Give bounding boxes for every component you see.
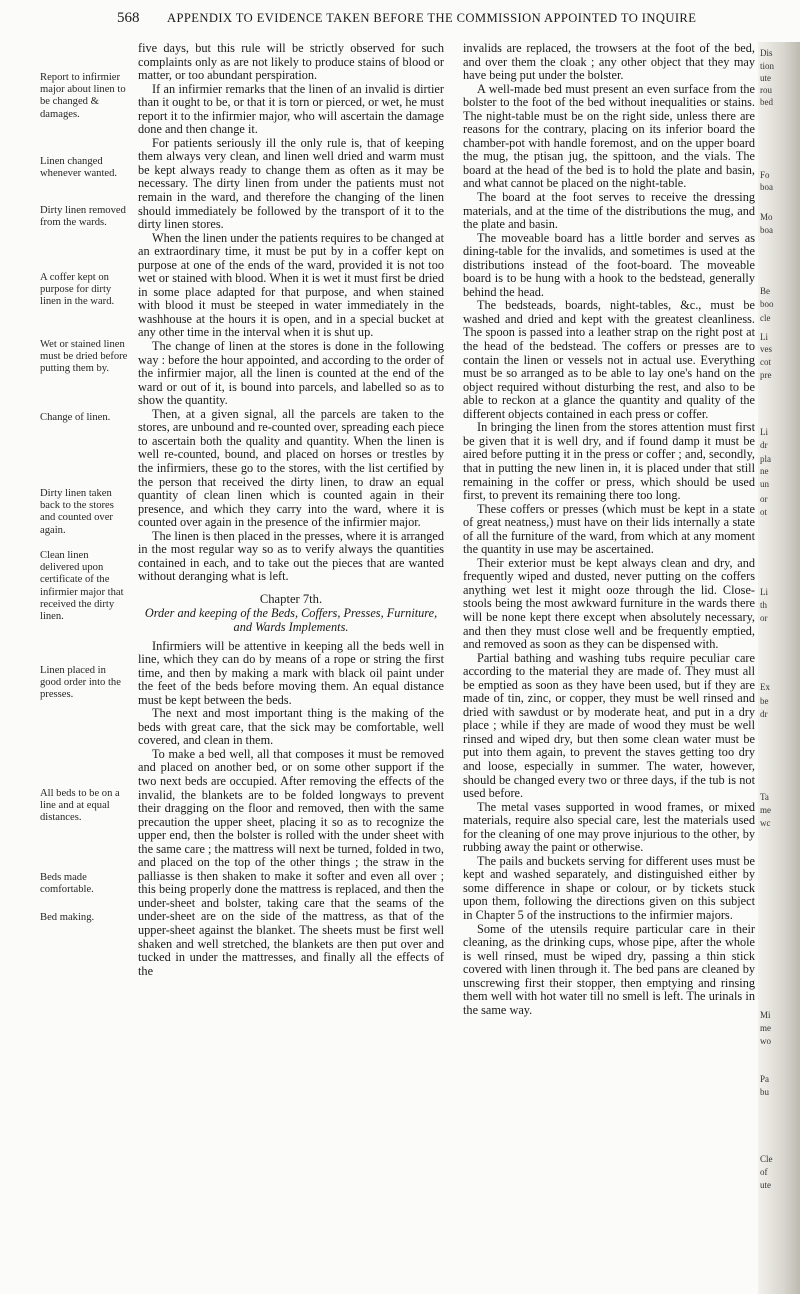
margin-note: Dirty linen removed from the wards. [40,205,126,229]
edge-fragment: rou [760,85,772,95]
edge-fragment: tion [760,61,775,71]
edge-fragment: ute [760,73,771,83]
paragraph: Some of the utensils require particular care in their cleaning, as the drinking cups, whose pipe, after the whole is well rinsed, must be wiped dry, passing a thin stick covered with linen through it. The bed pans are cleaned by unscrewing first their stopper, then emptying and rinsing them well with hot water till no smell is left. The urinals in the same way. [463,921,755,1017]
paragraph: For patients seriously ill the only rule is, that of keeping them always very clean, and linen well dried and warm must be kept always ready to change them as often as it may be necessary. The dirty linen from under the patients must not remain in the ward, and therefore the changing of the linen should immediately be followed by the transport of it to the dirty linen stores. [138,135,444,232]
edge-fragment: boa [760,182,773,192]
edge-fragment: pre [760,370,772,380]
paragraph: When the linen under the patients requires to be changed at an extraordinary time, it must be put by in a coffer kept on purpose at one of the ends of the ward, provided it is not too wet or stained with blood. When it is wet it must first be dried in some place adapted for that purpose, and when stained with blood it must be steeped in water immediately in the washhouse at the hours it is open, and in a special bucket at any other time in the interval when it is shut up. [138,230,444,340]
edge-fragment: ves [760,344,772,354]
edge-fragment: Ta [760,792,769,802]
paragraph: In bringing the linen from the stores attention must first be given that it is well dry, and if found damp it must be aired before putting it in the press or coffer ; and, secondly, that in putting the new linen in, it is placed under that still remaining in the coffer or press, which should be used first, to prevent its remaining there too long. [463,420,755,503]
paragraph: The metal vases supported in wood frames, or mixed materials, require also special care, lest the materials used for the cleaning of one may prove injurious to the other, by rubbing away the paint or otherwise. [463,799,755,855]
page-header [40,10,780,32]
paragraph: Partial bathing and washing tubs require peculiar care according to the material they are made of. They must all be emptied as soon as they have been used, but if they are made of tin, zinc, or copper, they must be well rinsed and dried with sawdust or by moderate heat, and put in a dry place ; while if they are made of wood they must be well rinsed and wiped dry, but then some clean water must be put into them again, to prevent the staves getting too dry and loose, especially in summer. The water, however, should be changed every two or three days, if the tub is not used before. [463,650,755,801]
right-column [463,42,755,1017]
margin-note: Report to infirmier major about linen to be changed & damages. [40,72,126,120]
next-page-edge [758,42,800,1294]
paragraph: The board at the foot serves to receive the dressing materials, and at the time of the distributions the mug, and the plate and basin. [463,190,755,232]
edge-fragment: Li [760,587,768,597]
edge-fragment: cle [760,313,771,323]
edge-fragment: be [760,696,769,706]
paragraph: If an infirmier remarks that the linen of an invalid is dirtier than it ought to be, or that it is torn or pierced, or wet, he must report it to the infirmier major, who will ascertain the damage done and then change it. [138,81,444,137]
margin-note: Linen changed whenever wanted. [40,156,118,180]
paragraph: These coffers or presses (which must be kept in a state of great neatness,) must have on their lids internally a state of all the furniture of the ward, from which at any moment the quantity in use may be ascertained. [463,501,755,557]
paragraph: The change of linen at the stores is done in the following way : before the hour appointed, and according to the order of the infirmier major, all the linen is counted at the end of the ward or out of it, is bound into parcels, and labelled so as to show the quantity. [138,339,444,408]
edge-fragment: wc [760,818,771,828]
paragraph: To make a bed well, all that composes it must be removed and placed on another bed, or on some other support if the two next beds are occupied. After removing the effects of the invalid, the blankets are to be folded longways to prevent their dragging on the floor and removed, then with the same precaution the upper sheet, placing it so as to recognize the upper end, then the bolster is rolled with the under sheet with the same care ; the mattress will next be turned, folded in two, and placed on the top of the other things ; the straw in the palliasse is then shaken to make it softer and even all over ; this being properly done the mattress is replaced, and then the under-sheet and bolster, taking care that the seams of the under-sheet are on the side of the mattress, as that of the upper-sheet against the blanket. The sheets must be first well shaken and well stretched, the blankets are then put over and tucked in under the mattresses, and finally all the effects of the [138,746,444,978]
edge-fragment: wo [760,1036,771,1046]
edge-fragment: ot [760,507,768,517]
edge-fragment: Ex [760,682,770,692]
left-column [138,42,444,978]
margin-note: Dirty linen taken back to the stores and counted over again. [40,488,114,536]
margin-note: Bed making. [40,912,95,923]
paragraph: The pails and buckets serving for different uses must be kept and washed separately, and distinguished either by some difference in shape or colour, or by tickets stuck upon them, following the directions given on this subject in Chapter 5 of the instructions to the infirmier majors. [463,853,755,922]
chapter-title: Chapter 7th. [259,591,323,606]
edge-fragment: dr [760,440,768,450]
edge-fragment: pla [760,454,771,464]
paragraph: invalids are replaced, the trowsers at the foot of the bed, and over them the cloak ; any other object that they may have being put under the bolster. [463,41,755,83]
edge-fragment: or [760,494,768,504]
edge-fragment: me [760,1023,771,1033]
chapter-subtitle: Order and keeping of the Beds, Coffers, Presses, Furniture, and Wards Implements. [144,606,438,634]
paragraph: A well-made bed must present an even surface from the bolster to the foot of the bed without inequalities or stains. The night-table must be on the right side, unless there are reasons for the contrary, placing on its inferior board the chamber-pot with handle foremost, and on the upper board the mug, the ptisan jug, the spittoon, and the vials. The board at the head of the bed is to hold the plate and basin, and what cannot be placed on the night-table. [463,81,755,191]
edge-fragment: Li [760,427,768,437]
edge-fragment: bu [760,1087,769,1097]
edge-fragment: Li [760,332,768,342]
edge-fragment: boo [760,299,774,309]
edge-fragment: un [760,479,769,489]
edge-fragment: of [760,1167,768,1177]
paragraph: Infirmiers will be attentive in keeping all the beds well in line, which they can do by means of a rope or string the first time, and then by making a mark with black oil paint under the feet of the beds before moving them. An equal distance must be kept between the beds. [138,638,444,707]
margin-note: Wet or stained linen must be dried before putting them by. [40,339,128,375]
edge-fragment: ne [760,466,769,476]
paragraph: The moveable board has a little border and serves as dining-table for the invalids, and sometimes is used at the distributions instead of the foot-board. The moveable board is to be hung with a hook to the bedstead, generally behind the head. [463,230,755,299]
edge-fragment: me [760,805,771,815]
edge-fragment: Fo [760,170,770,180]
running-title: APPENDIX TO EVIDENCE TAKEN BEFORE THE COMMISSION APPOINTED TO INQUIRE [167,11,697,25]
edge-fragment: or [760,613,768,623]
margin-note: Linen placed in good order into the presses. [40,665,121,701]
edge-fragment: ute [760,1180,771,1190]
paragraph: five days, but this rule will be strictly observed for such complaints only as are not likely to produce stains of blood or matter, or too abundant perspiration. [138,41,444,83]
edge-fragment: th [760,600,768,610]
edge-fragment: cot [760,357,771,367]
edge-fragment: Mi [760,1010,771,1020]
edge-fragment: Be [760,286,770,296]
margin-note: Change of linen. [40,412,111,423]
paragraph: The linen is then placed in the presses, where it is arranged in the most regular way so as to verify always the quantities contained in each, and to take out the pieces that are wanted without deranging what is left. [138,528,444,584]
edge-fragment: boa [760,225,773,235]
edge-fragment: bed [760,97,773,107]
margin-note: All beds to be on a line and at equal distances. [40,788,120,824]
margin-note: Beds made comfortable. [40,872,94,896]
paragraph: The bedsteads, boards, night-tables, &c., must be washed and dried and kept with the greatest cleanliness. The spoon is passed into a leather strap on the right post at the head of the bedstead. The coffers or presses are to contain the linen or vessels not in actual use. Everything must be so arranged as to be able to lay one's hand on the object required without disturbing the rest, and also to be able to reckon at a glance the quantity and quality of the different objects contained in each press or coffer. [463,298,755,421]
page-number: 568 [117,10,140,26]
paragraph: Their exterior must be kept always clean and dry, and frequently wiped and dusted, never putting on the coffers anything wet lest it might ooze through the lid. Close-stools being the most awkward furniture in the wards there will be none kept there except when absolutely necessary, and then they must close well and be frequently emptied, and removed as soon as they can be dispensed with. [463,555,755,652]
edge-fragment: Cle [760,1154,773,1164]
paragraph: Then, at a given signal, all the parcels are taken to the stores, are unbound and re-counted over, spreading each piece to ascertain both the quality and quantity. When the linen is well re-counted, bound, and placed on horses or trestles by the infirmiers, these go to the stores, with the list certified by the person that received the dirty linen, to draw an equal quantity of clean linen which is counted again in their presence, and which they carry into the ward, where it is counted over again in the presence of the infirmier major. [138,406,444,530]
edge-fragment: Pa [760,1074,769,1084]
edge-fragment: Dis [760,48,773,58]
margin-note: Clean linen delivered upon certificate of the infirmier major that received the dirty linen. [40,550,124,623]
edge-fragment: dr [760,709,768,719]
paragraph: The next and most important thing is the making of the beds with great care, that the sick may be comfortable, well covered, and clean in them. [138,706,444,748]
margin-note: A coffer kept on purpose for dirty linen in the ward. [40,272,115,308]
edge-fragment: Mo [760,212,773,222]
